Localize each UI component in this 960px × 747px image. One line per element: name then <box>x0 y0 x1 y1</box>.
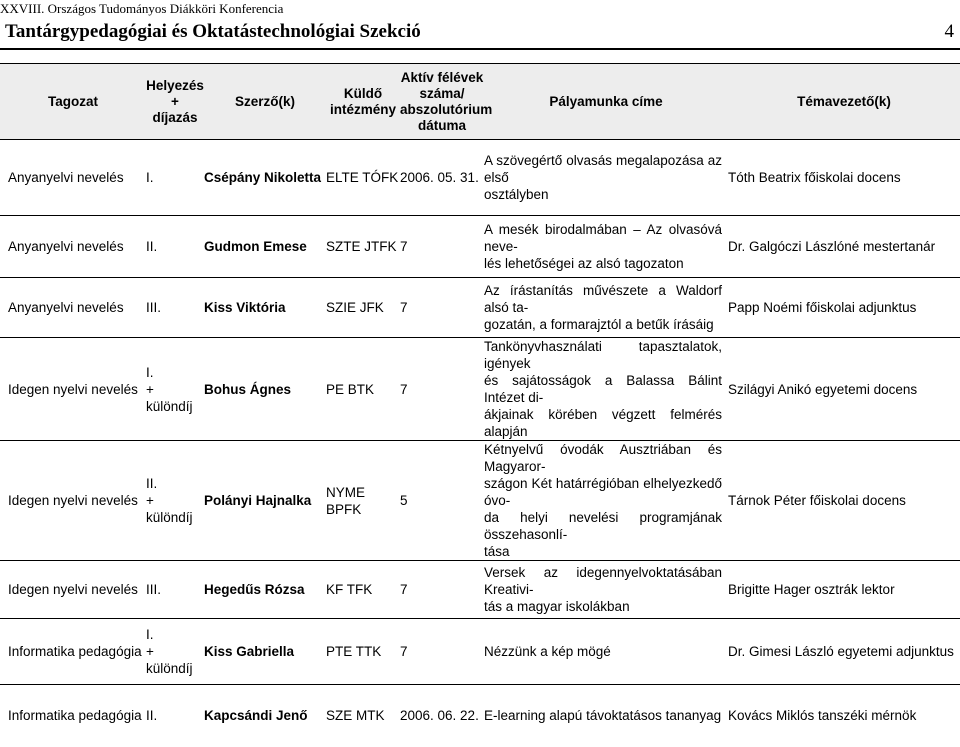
table-row <box>0 338 960 441</box>
cell-tagozat: Anyanyelvi nevelés <box>0 278 146 338</box>
table-row <box>0 619 960 685</box>
cell-tagozat: Idegen nyelvi nevelés <box>0 561 146 619</box>
cell-palyamunka-cim: Versek az idegennyelvoktatásában Kreativi- tás a magyar iskolákban <box>484 561 728 619</box>
table-row <box>0 140 960 216</box>
cell-helyezes: III. <box>146 561 204 619</box>
cell-helyezes: I. + különdíj <box>146 619 204 685</box>
col-header-helyezes: Helyezés + díjazás <box>146 77 204 125</box>
table-row <box>0 441 960 561</box>
cell-helyezes: II. <box>146 216 204 278</box>
col-header-intezmeny: Küldő intézmény <box>329 85 397 117</box>
cell-palyamunka-cim: A mesék birodalmában – Az olvasóvá neve- lés lehetőségei az alsó tagozaton <box>484 216 728 278</box>
cell-felevek: 7 <box>400 619 484 685</box>
cell-intezmeny: PE BTK <box>326 338 400 441</box>
cell-felevek: 2006. 05. 31. <box>400 170 479 185</box>
results-table <box>0 63 960 747</box>
cell-szerzo: Kiss Gabriella <box>204 619 326 685</box>
table-row <box>0 561 960 619</box>
cell-palyamunka-cim: Az írástanítás művészete a Waldorf alsó ta- gozatán, a formarajztól a betűk írásáig <box>484 278 728 338</box>
cell-helyezes: I. <box>146 170 154 185</box>
cell-helyezes: I. + különdíj <box>146 338 204 441</box>
cell-felevek: 7 <box>400 561 484 619</box>
cell-temavezeto: Brigitte Hager osztrák lektor <box>728 561 960 619</box>
cell-tagozat: Informatika pedagógia <box>0 685 146 747</box>
cell-szerzo: Gudmon Emese <box>204 216 326 278</box>
cell-palyamunka-cim: A szövegértő olvasás megalapozása az első osztályben <box>484 153 722 202</box>
cell-szerzo: Kapcsándi Jenő <box>204 685 326 747</box>
cell-tagozat: Idegen nyelvi nevelés <box>0 338 146 441</box>
cell-tagozat: Informatika pedagógia <box>0 619 146 685</box>
cell-intezmeny: SZTE JTFK <box>326 216 400 278</box>
cell-tagozat: Anyanyelvi nevelés <box>0 216 146 278</box>
table-row <box>0 216 960 278</box>
conference-name: XXVIII. Országos Tudományos Diákköri Konferencia <box>0 1 284 16</box>
col-header-tagozat: Tagozat <box>48 93 98 109</box>
cell-palyamunka-cim: Kétnyelvű óvodák Ausztriában és Magyaror- szágon Két határrégióban elhelyezkedő óvo- da helyi nevelési programjának összehasonlí- tása <box>484 441 728 561</box>
cell-temavezeto: Tóth Beatrix főiskolai docens <box>728 170 901 185</box>
cell-temavezeto: Szilágyi Anikó egyetemi docens <box>728 338 960 441</box>
cell-intezmeny: SZE MTK <box>326 685 400 747</box>
cell-intezmeny: ELTE TÓFK <box>326 170 399 185</box>
cell-felevek: 7 <box>400 338 484 441</box>
section-title: Tantárgypedagógiai és Oktatástechnológiai Szekció <box>5 21 421 42</box>
cell-felevek: 5 <box>400 441 484 561</box>
page-number: 4 <box>944 21 954 42</box>
cell-felevek: 7 <box>400 278 484 338</box>
cell-temavezeto: Dr. Gimesi László egyetemi adjunktus <box>728 619 960 685</box>
table-header-row <box>0 64 960 140</box>
cell-felevek: 2006. 06. 22. <box>400 685 484 747</box>
col-header-felevek: Aktív félévek száma/ abszolutórium dátuma <box>400 69 493 133</box>
col-header-szerzo: Szerző(k) <box>234 93 295 109</box>
cell-helyezes: II. + különdíj <box>146 441 204 561</box>
cell-temavezeto: Papp Noémi főiskolai adjunktus <box>728 278 960 338</box>
col-header-temavezeto: Témavezető(k) <box>797 93 891 109</box>
cell-helyezes: II. <box>146 685 204 747</box>
table-row <box>0 278 960 338</box>
cell-intezmeny: PTE TTK <box>326 619 400 685</box>
cell-palyamunka-cim: E-learning alapú távoktatásos tananyag <box>484 685 728 747</box>
cell-temavezeto: Tárnok Péter főiskolai docens <box>728 441 960 561</box>
cell-temavezeto: Dr. Galgóczi Lászlóné mestertanár <box>728 216 960 278</box>
cell-intezmeny: NYME BPFK <box>326 441 400 561</box>
cell-tagozat: Idegen nyelvi nevelés <box>0 441 146 561</box>
title-rule <box>0 48 960 50</box>
cell-szerzo: Polányi Hajnalka <box>204 441 326 561</box>
cell-szerzo: Csépány Nikoletta <box>204 170 322 185</box>
cell-szerzo: Hegedűs Rózsa <box>204 561 326 619</box>
table-row <box>0 685 960 747</box>
cell-temavezeto: Kovács Miklós tanszéki mérnök <box>728 685 960 747</box>
cell-palyamunka-cim: Tankönyvhasználati tapasztalatok, igények és sajátosságok a Balassa Bálint Intézet di- ákjainak körében végzett felmérés alapján <box>484 338 728 441</box>
cell-intezmeny: SZIE JFK <box>326 278 400 338</box>
cell-felevek: 7 <box>400 216 484 278</box>
cell-szerzo: Kiss Viktória <box>204 278 326 338</box>
cell-helyezes: III. <box>146 278 204 338</box>
col-header-palyamunka: Pályamunka címe <box>549 93 663 109</box>
cell-tagozat: Anyanyelvi nevelés <box>8 170 124 185</box>
cell-palyamunka-cim: Nézzünk a kép mögé <box>484 619 728 685</box>
cell-intezmeny: KF TFK <box>326 561 400 619</box>
cell-szerzo: Bohus Ágnes <box>204 338 326 441</box>
